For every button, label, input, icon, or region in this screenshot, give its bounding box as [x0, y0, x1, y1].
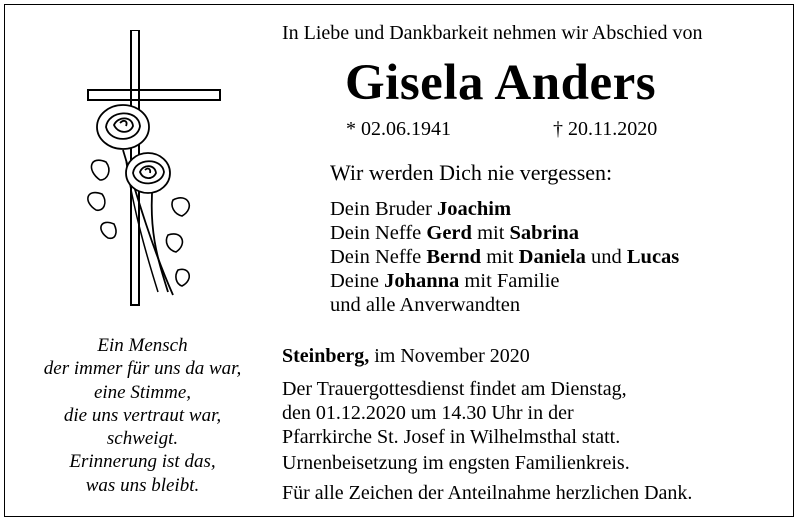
- family-list: [330, 197, 679, 317]
- family-text: mit: [481, 246, 519, 268]
- poem-line: Erinnerung ist das,: [69, 451, 216, 473]
- poem-line: die uns vertraut war,: [63, 404, 222, 426]
- family-line: [330, 269, 679, 293]
- urn-burial-note: Urnenbeisetzung im engsten Familienkreis.: [282, 452, 630, 474]
- tagline: Wir werden Dich nie vergessen:: [330, 160, 613, 185]
- family-text: Deine: [330, 270, 385, 292]
- family-member-name: Joachim: [437, 198, 512, 220]
- intro-line: In Liebe und Dankbarkeit nehmen wir Abschied von: [282, 22, 703, 44]
- family-line: [330, 293, 679, 317]
- family-member-name: Gerd: [426, 222, 472, 244]
- place-date: [282, 345, 530, 368]
- family-member-name: Lucas: [626, 246, 680, 268]
- poem-line: Ein Mensch: [97, 335, 188, 356]
- poem-line: was uns bleibt.: [85, 474, 200, 496]
- service-line: den 01.12.2020 um 14.30 Uhr in der: [282, 402, 574, 424]
- deceased-name: Gisela Anders: [345, 55, 657, 111]
- family-text: Dein Neffe: [330, 222, 427, 244]
- family-line: [330, 197, 679, 221]
- family-text: mit Familie: [459, 270, 560, 292]
- birth-date: * 02.06.1941: [346, 118, 451, 140]
- family-member-name: Daniela: [518, 246, 586, 268]
- family-text: und: [585, 246, 627, 268]
- death-date: † 20.11.2020: [553, 118, 658, 140]
- service-info: [282, 377, 627, 449]
- family-line: [330, 245, 679, 269]
- family-member-name: Johanna: [384, 270, 460, 292]
- family-member-name: Bernd: [426, 246, 482, 268]
- family-text: mit: [471, 222, 510, 244]
- service-line: Pfarrkirche St. Josef in Wilhelmsthal statt.: [282, 426, 621, 448]
- poem-line: schweigt.: [106, 428, 179, 450]
- family-member-name: Sabrina: [509, 222, 580, 244]
- cross-with-roses-icon: [78, 30, 228, 310]
- family-text: Dein Bruder: [330, 198, 438, 220]
- poem-line: eine Stimme,: [93, 381, 192, 403]
- place-rest: im November 2020: [369, 345, 530, 367]
- service-line: Der Trauergottesdienst findet am Dienstag,: [282, 378, 627, 400]
- family-text: Dein Neffe: [330, 246, 427, 268]
- thanks-line: Für alle Zeichen der Anteilnahme herzlichen Dank.: [282, 482, 693, 504]
- family-text: und alle Anverwandten: [330, 294, 521, 316]
- poem-line: der immer für uns da war,: [43, 358, 242, 380]
- poem: [30, 334, 255, 497]
- place-town: Steinberg,: [282, 345, 370, 367]
- family-line: [330, 221, 679, 245]
